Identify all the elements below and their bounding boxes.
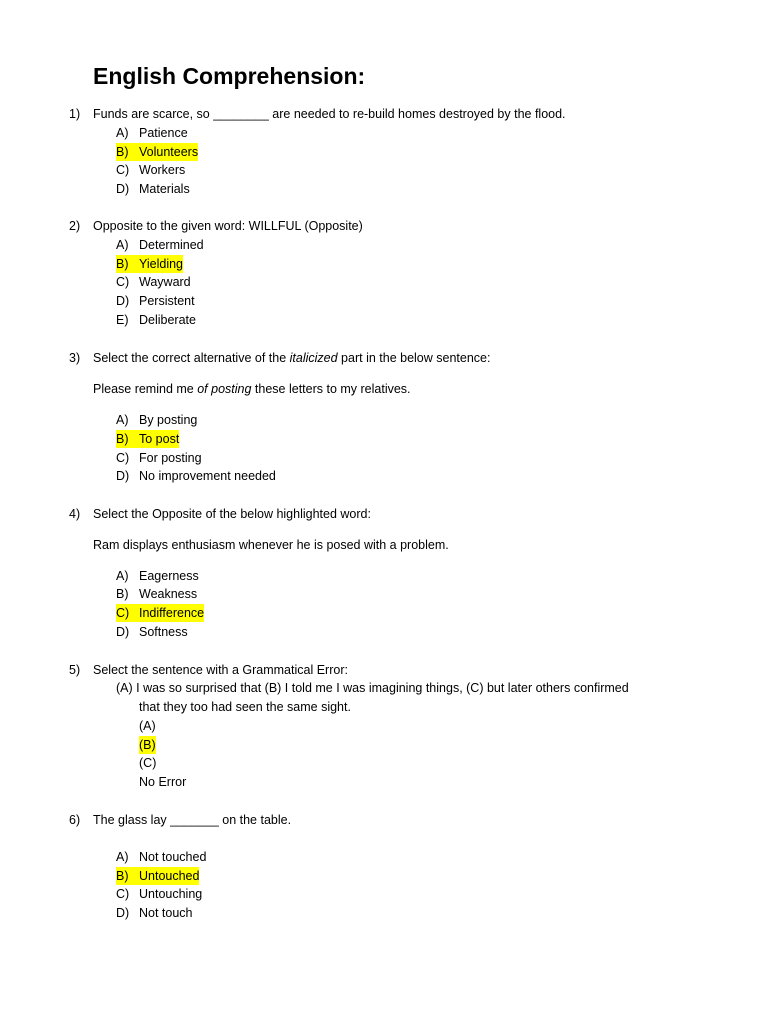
question-sentence: (A) I was so surprised that (B) I told me I was imagining things, (C) but later others confirmed xyxy=(116,681,629,695)
question-number: 1) xyxy=(69,107,81,121)
option: D) Persistent xyxy=(116,294,195,308)
option: E) Deliberate xyxy=(116,313,196,327)
page-title: English Comprehension: xyxy=(93,63,366,89)
option: (A) xyxy=(139,719,156,733)
option: A) Eagerness xyxy=(116,569,199,583)
option-highlighted: B) Volunteers xyxy=(116,145,199,159)
question-text: Select the correct alternative of the italicized part in the below sentence: xyxy=(93,351,491,365)
option: C) Wayward xyxy=(116,275,191,289)
question-sentence: Please remind me of posting these letters to my relatives. xyxy=(93,382,411,396)
option: B) Weakness xyxy=(116,587,198,601)
option-highlighted: B) Untouched xyxy=(116,869,200,883)
option: D) No improvement needed xyxy=(116,469,276,483)
question-number: 4) xyxy=(69,507,81,521)
question-sentence-continued: that they too had seen the same sight. xyxy=(139,700,351,714)
question-number: 6) xyxy=(69,813,81,827)
option-highlighted: B) To post xyxy=(116,432,180,446)
question-number: 3) xyxy=(69,351,81,365)
question-sentence: Ram displays enthusiasm whenever he is posed with a problem. xyxy=(93,538,449,552)
option: C) For posting xyxy=(116,451,202,465)
question-text: Select the sentence with a Grammatical Error: xyxy=(93,663,348,677)
question-number: 5) xyxy=(69,663,81,677)
question-text: Select the Opposite of the below highlighted word: xyxy=(93,507,371,521)
option-highlighted: (B) xyxy=(139,738,156,752)
option: A) By posting xyxy=(116,413,198,427)
question-text: Opposite to the given word: WILLFUL (Opposite) xyxy=(93,219,363,233)
option: C) Untouching xyxy=(116,887,203,901)
option-highlighted: B) Yielding xyxy=(116,257,184,271)
option: D) Softness xyxy=(116,625,188,639)
option: A) Determined xyxy=(116,238,204,252)
question-number: 2) xyxy=(69,219,81,233)
option: (C) xyxy=(139,756,157,770)
question-text: Funds are scarce, so ________ are needed to re-build homes destroyed by the flood. xyxy=(93,107,566,121)
option: A) Not touched xyxy=(116,850,207,864)
question-text: The glass lay _______ on the table. xyxy=(93,813,292,827)
option: A) Patience xyxy=(116,126,188,140)
option: D) Materials xyxy=(116,182,190,196)
option: No Error xyxy=(139,775,187,789)
option: C) Workers xyxy=(116,163,186,177)
option: D) Not touch xyxy=(116,906,193,920)
option-highlighted: C) Indifference xyxy=(116,606,205,620)
